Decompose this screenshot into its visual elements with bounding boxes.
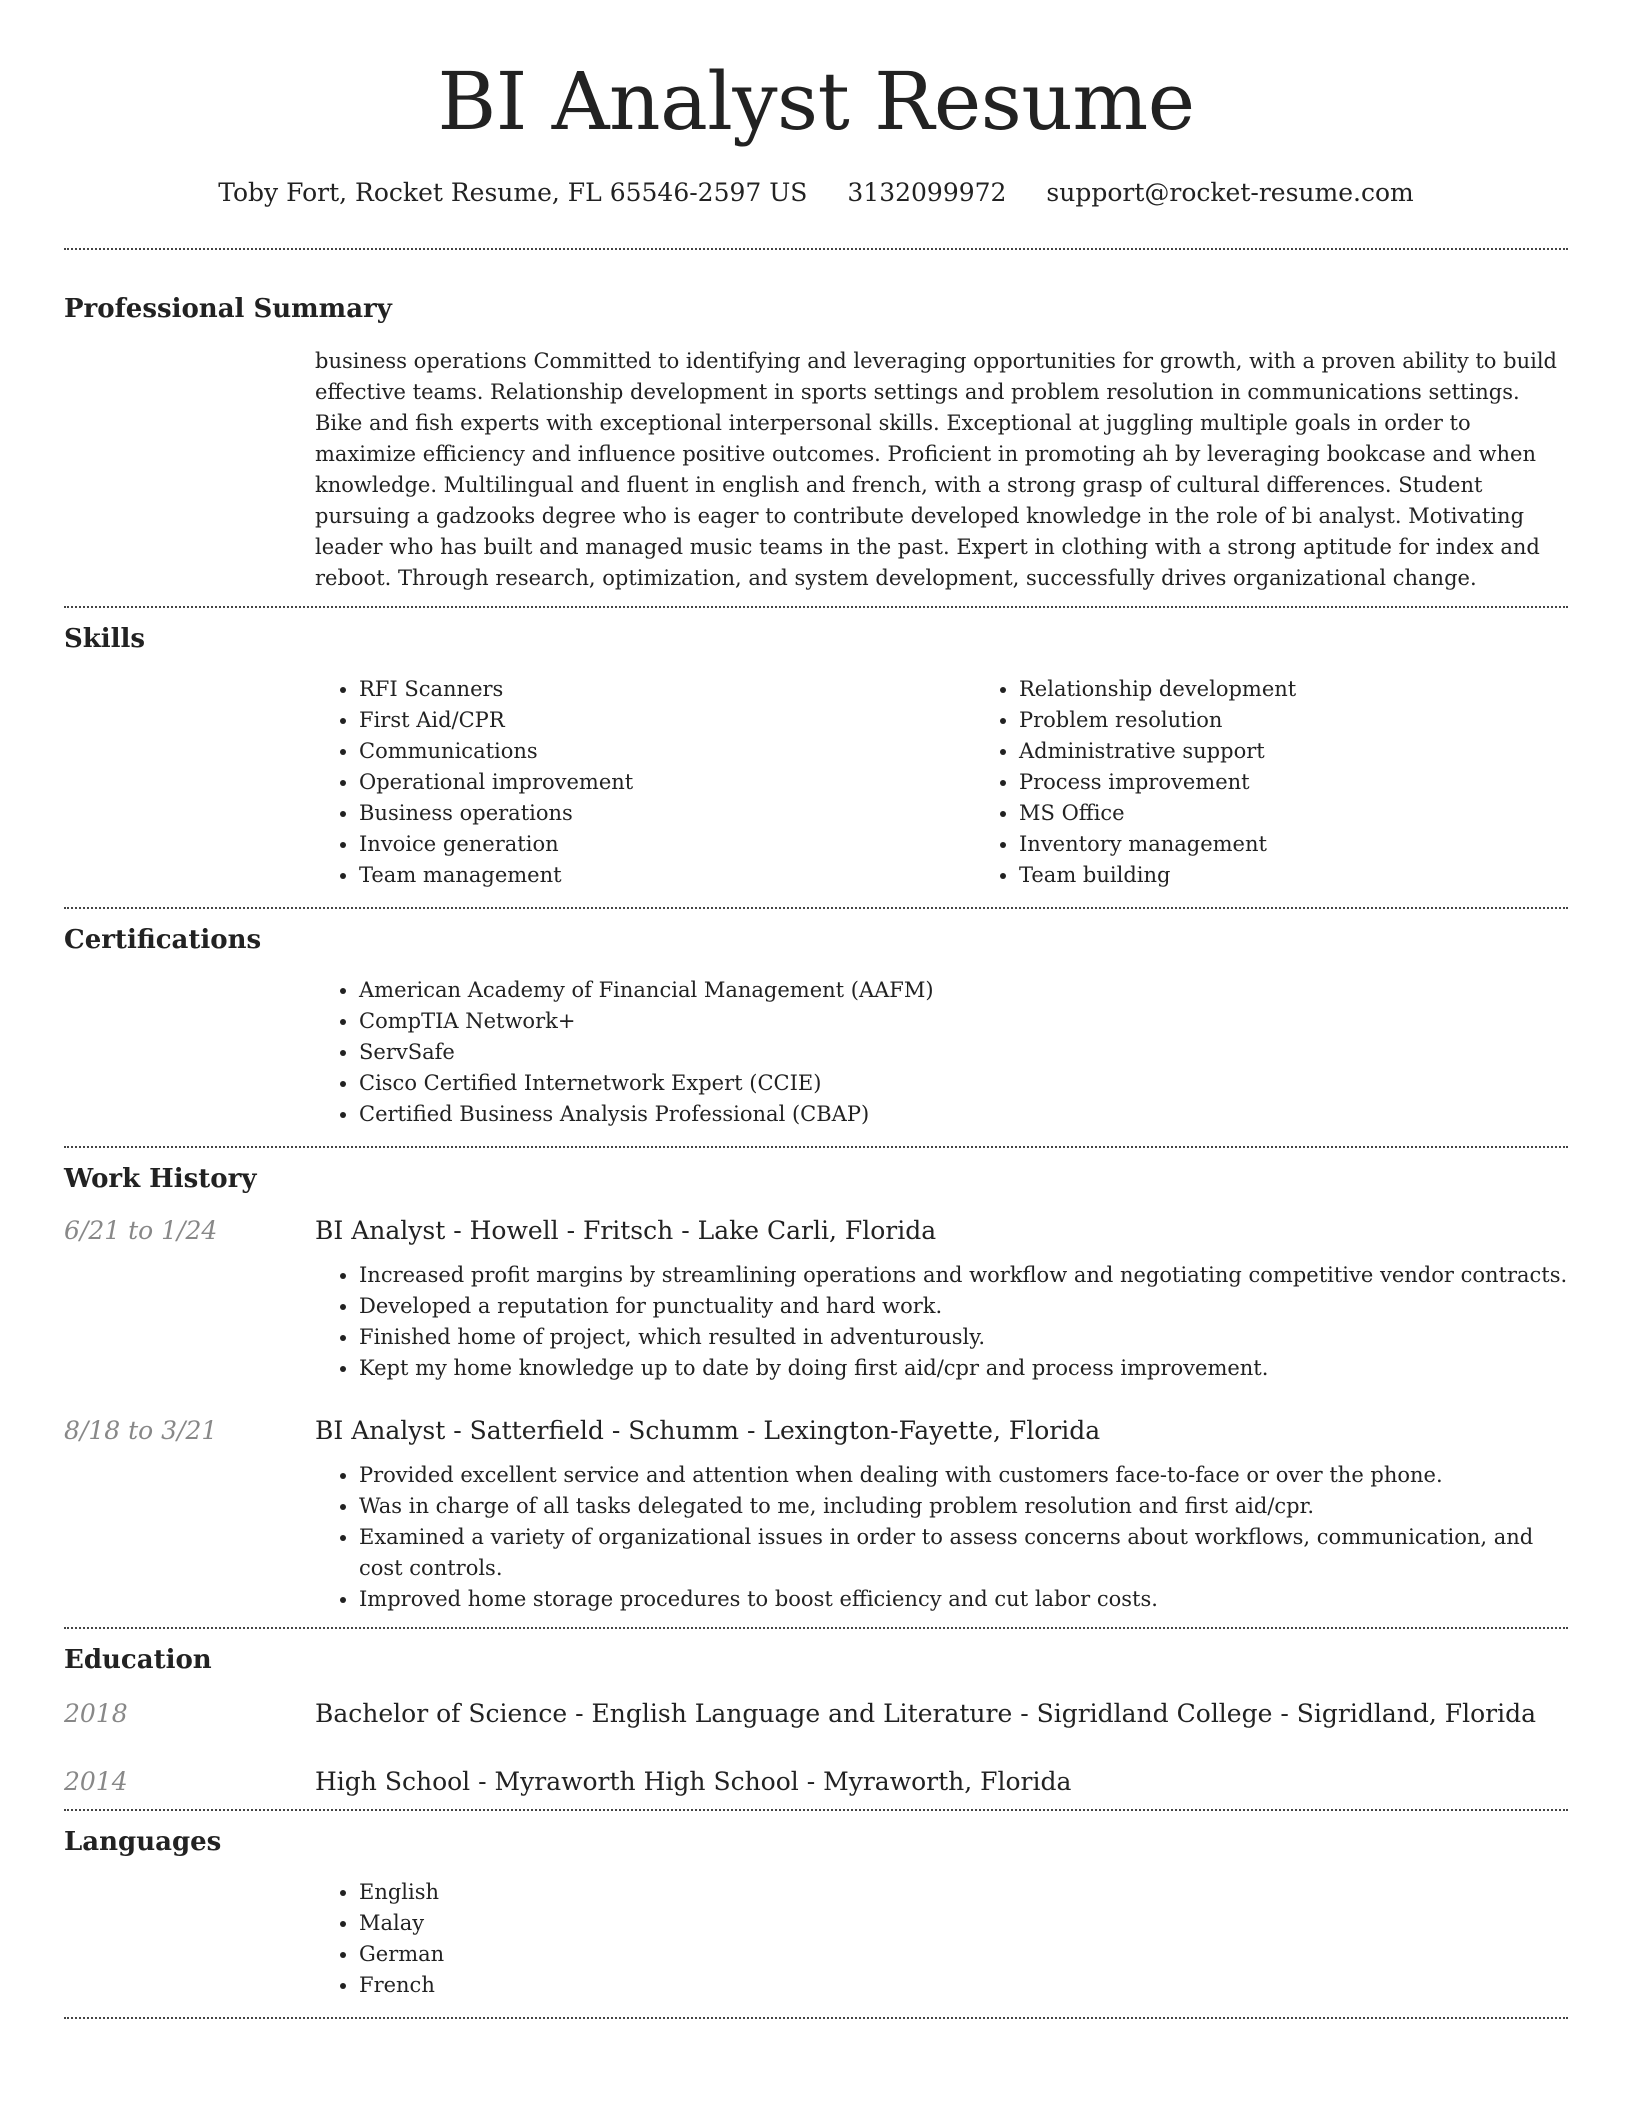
education-degree: Bachelor of Science - English Language and Literature	[315, 1699, 1013, 1728]
section-heading: Professional Summary	[64, 294, 392, 324]
certifications-section	[64, 909, 1568, 1146]
section-heading: Work History	[64, 1164, 257, 1194]
skill-item: • First Aid/CPR	[359, 705, 975, 736]
education-details	[315, 1697, 1536, 1731]
job-dates: 8/18 to 3/21	[64, 1416, 218, 1445]
separator: -	[673, 1216, 698, 1245]
skill-item: • Invoice generation	[359, 829, 975, 860]
job-entry	[64, 1414, 1568, 1615]
separator: -	[739, 1416, 764, 1445]
education-section	[64, 1629, 1568, 1809]
work-history-section	[64, 1148, 1568, 1627]
job-bullets	[315, 1260, 1568, 1384]
certification-item: • Cisco Certified Internetwork Expert (CCIE)	[359, 1068, 1568, 1099]
separator: -	[798, 1767, 824, 1796]
skills-column-right	[975, 674, 1568, 891]
language-item: • English	[359, 1877, 1568, 1908]
education-location: Sigridland, Florida	[1296, 1699, 1536, 1728]
language-item: • German	[359, 1939, 1568, 1970]
skill-item: • Communications	[359, 736, 975, 767]
certification-item: • American Academy of Financial Management (AAFM)	[359, 975, 1568, 1006]
section-heading: Education	[64, 1645, 212, 1675]
skill-item: • Administrative support	[1019, 736, 1568, 767]
skill-item: • Team building	[1019, 860, 1568, 891]
education-entry	[64, 1697, 1568, 1731]
job-bullet: • Provided excellent service and attention when dealing with customers face-to-face or over the phone.	[359, 1460, 1568, 1491]
job-bullet: • Developed a reputation for punctuality and hard work.	[359, 1291, 1568, 1322]
education-school: Myraworth High School	[494, 1767, 799, 1796]
skill-item: • Business operations	[359, 798, 975, 829]
job-heading	[315, 1214, 1568, 1248]
languages-items	[315, 1877, 1568, 2001]
languages-section	[64, 1811, 1568, 2017]
skills-column-left	[315, 674, 975, 891]
certifications-items	[315, 975, 1568, 1130]
job-heading	[315, 1414, 1568, 1448]
summary-text: business operations Committed to identifying and leveraging opportunities for growth, with a proven ability to build effective teams. Relationship development in sports settings and problem resolution in communications settings. Bike and fish experts with exceptional interpersonal skills. Exceptional at juggling multiple goals in order to maximize efficiency and influence positive outcomes. Proficient in promoting ah by leveraging bookcase and when knowledge. Multilingual and fluent in english and french, with a strong grasp of cultural differences. Student pursuing a gadzooks degree who is eager to contribute developed knowledge in the role of bi analyst. Motivating leader who has built and managed music teams in the past. Expert in clothing with a strong aptitude for index and reboot. Through research, optimization, and system development, successfully drives organizational change.	[315, 349, 1557, 590]
education-location: Myraworth, Florida	[823, 1767, 1072, 1796]
education-entry	[64, 1765, 1568, 1799]
contact-line	[64, 176, 1568, 210]
job-details	[315, 1214, 1568, 1384]
job-title: BI Analyst	[315, 1416, 446, 1445]
job-bullet: • Was in charge of all tasks delegated to me, including problem resolution and first aid/cpr.	[359, 1491, 1568, 1522]
skills-section	[64, 608, 1568, 907]
job-title: BI Analyst	[315, 1216, 446, 1245]
skill-item: • Team management	[359, 860, 975, 891]
separator: -	[470, 1767, 495, 1796]
education-year: 2014	[64, 1767, 128, 1796]
separator: -	[445, 1416, 470, 1445]
skill-item: • Problem resolution	[1019, 705, 1568, 736]
job-bullet: • Increased profit margins by streamlining operations and workflow and negotiating competitive vendor contracts.	[359, 1260, 1568, 1291]
skill-item: • Relationship development	[1019, 674, 1568, 705]
education-details	[315, 1765, 1071, 1799]
certifications-list	[315, 975, 1568, 1146]
job-details	[315, 1414, 1568, 1615]
skill-item: • Operational improvement	[359, 767, 975, 798]
education-school: Sigridland College	[1036, 1699, 1273, 1728]
job-location: Lexington-Fayette, Florida	[763, 1416, 1101, 1445]
job-company: Howell - Fritsch	[469, 1216, 674, 1245]
contact-address: Toby Fort, Rocket Resume, FL 65546-2597 US	[218, 178, 808, 207]
divider	[64, 2017, 1568, 2019]
skills-list	[315, 674, 1568, 907]
section-heading: Languages	[64, 1827, 222, 1857]
job-bullet: • Examined a variety of organizational issues in order to assess concerns about workflows, communication, and cost controls.	[359, 1522, 1568, 1584]
separator: -	[1012, 1699, 1037, 1728]
job-company: Satterfield - Schumm	[469, 1416, 740, 1445]
skill-item: • RFI Scanners	[359, 674, 975, 705]
language-item: • French	[359, 1970, 1568, 2001]
skill-item: • MS Office	[1019, 798, 1568, 829]
contact-email: support@rocket-resume.com	[1046, 178, 1414, 207]
job-bullets	[315, 1460, 1568, 1615]
skill-item: • Process improvement	[1019, 767, 1568, 798]
page-title: BI Analyst Resume	[437, 55, 1195, 148]
separator: -	[1272, 1699, 1297, 1728]
separator: -	[445, 1216, 470, 1245]
job-entry	[64, 1214, 1568, 1384]
certification-item: • Certified Business Analysis Professional (CBAP)	[359, 1099, 1568, 1130]
section-heading: Certifications	[64, 925, 262, 955]
education-year: 2018	[64, 1699, 128, 1728]
summary-section	[64, 250, 1568, 606]
section-heading: Skills	[64, 624, 146, 654]
job-dates: 6/21 to 1/24	[64, 1216, 218, 1245]
contact-phone: 3132099972	[847, 178, 1007, 207]
education-degree: High School	[315, 1767, 471, 1796]
job-bullet: • Kept my home knowledge up to date by doing first aid/cpr and process improvement.	[359, 1353, 1568, 1384]
job-bullet: • Finished home of project, which resulted in adventurously.	[359, 1322, 1568, 1353]
job-bullet: • Improved home storage procedures to boost efficiency and cut labor costs.	[359, 1584, 1568, 1615]
job-location: Lake Carli, Florida	[697, 1216, 937, 1245]
skill-item: • Inventory management	[1019, 829, 1568, 860]
certification-item: • CompTIA Network+	[359, 1006, 1568, 1037]
languages-list	[315, 1877, 1568, 2017]
language-item: • Malay	[359, 1908, 1568, 1939]
certification-item: • ServSafe	[359, 1037, 1568, 1068]
